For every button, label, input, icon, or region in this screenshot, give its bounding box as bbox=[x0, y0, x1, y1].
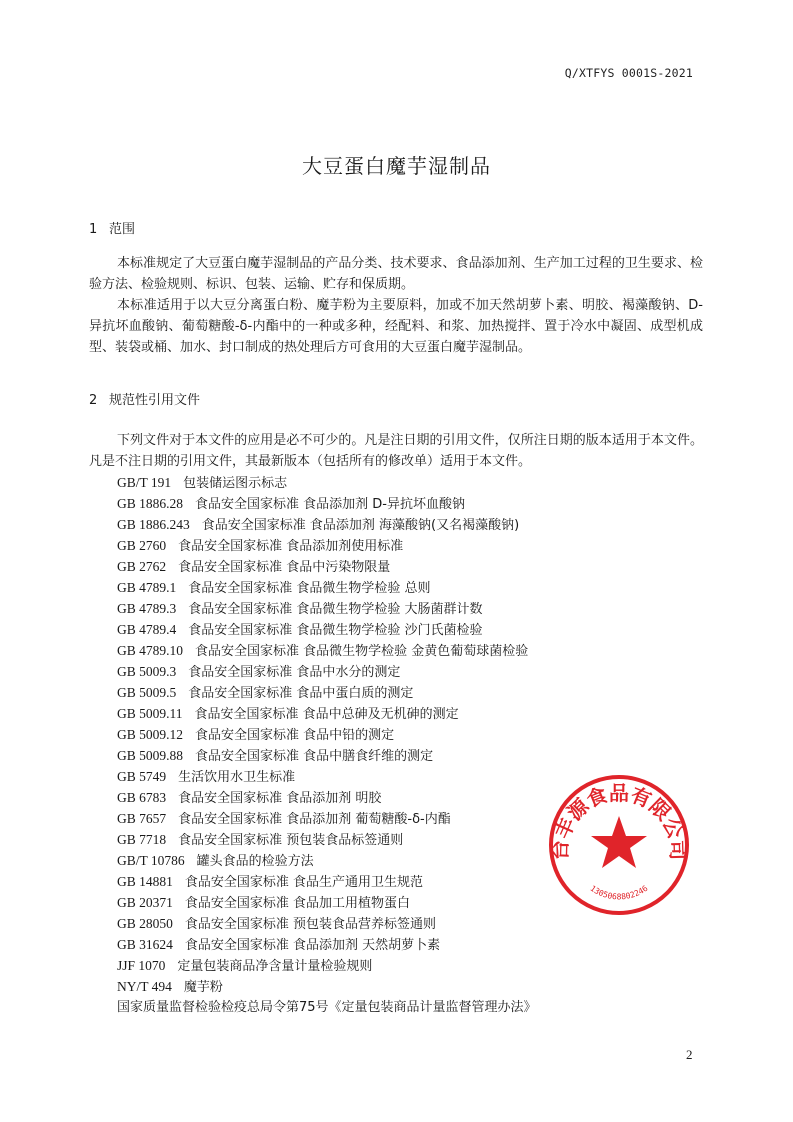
section-1-heading bbox=[89, 218, 135, 237]
reference-title: 食品安全国家标准 食品添加剂 D-异抗坏血酸钠 bbox=[195, 497, 465, 512]
reference-item bbox=[117, 997, 537, 1018]
section-2-intro: 下列文件对于本文件的应用是必不可少的。凡是注日期的引用文件，仅所注日期的版本适用于本文件。凡是不注日期的引用文件，其最新版本（包括所有的修改单）适用于本文件。 bbox=[89, 433, 703, 469]
reference-title: 食品安全国家标准 食品生产通用卫生规范 bbox=[184, 875, 424, 890]
reference-code: GB 4789.10 bbox=[117, 643, 184, 658]
reference-code: GB 31624 bbox=[117, 937, 173, 952]
reference-title: 食品安全国家标准 食品中膳食纤维的测定 bbox=[195, 749, 434, 764]
reference-code: GB 6783 bbox=[117, 790, 167, 805]
reference-code: GB 5009.12 bbox=[117, 727, 184, 742]
reference-item bbox=[117, 577, 537, 598]
section-1-paragraph-2: 本标准适用于以大豆分离蛋白粉、魔芋粉为主要原料，加或不加天然胡萝卜素、明胶、褐藻酸钠、D-异抗坏血酸钠、葡萄糖酸-δ-内酯中的一种或多种，经配料、和浆、加热搅拌、置于冷水中凝固、成型机成型、装袋或桶、加水、封口制成的热处理后方可食用的大豆蛋白魔芋湿制品。 bbox=[89, 298, 703, 355]
reference-code: GB 2762 bbox=[117, 559, 167, 574]
reference-title: 食品安全国家标准 食品微生物学检验 大肠菌群计数 bbox=[188, 602, 483, 617]
reference-item bbox=[117, 472, 537, 493]
standard-code: Q/XTFYS 0001S-2021 bbox=[564, 66, 693, 80]
reference-title: 国家质量监督检验检疫总局令第75号《定量包装商品计量监督管理办法》 bbox=[117, 1000, 537, 1015]
reference-item bbox=[117, 556, 537, 577]
reference-item bbox=[117, 871, 537, 892]
section-2-number: 2 bbox=[89, 393, 98, 408]
reference-title: 食品安全国家标准 食品中铅的测定 bbox=[195, 728, 395, 743]
reference-title: 食品安全国家标准 食品添加剂 海藻酸钠(又名褐藻酸钠) bbox=[201, 518, 520, 533]
reference-title: 食品安全国家标准 食品添加剂 葡萄糖酸-δ-内酯 bbox=[178, 812, 451, 827]
reference-item bbox=[117, 829, 537, 850]
reference-item bbox=[117, 661, 537, 682]
section-2-title: 规范性引用文件 bbox=[109, 393, 201, 408]
reference-code: GB 1886.28 bbox=[117, 496, 184, 511]
section-2-heading bbox=[89, 389, 200, 408]
seal-star-icon bbox=[591, 816, 647, 868]
company-seal bbox=[544, 770, 694, 920]
reference-code: GB 7657 bbox=[117, 811, 167, 826]
reference-code: GB/T 10786 bbox=[117, 853, 185, 868]
page-number: 2 bbox=[686, 1047, 693, 1062]
reference-title: 食品安全国家标准 食品添加剂 明胶 bbox=[178, 791, 382, 806]
reference-code: GB 14881 bbox=[117, 874, 173, 889]
reference-list bbox=[117, 472, 537, 1018]
reference-item bbox=[117, 787, 537, 808]
reference-title: 罐头食品的检验方法 bbox=[196, 854, 314, 869]
reference-title: 食品安全国家标准 食品中水分的测定 bbox=[188, 665, 401, 680]
reference-item bbox=[117, 934, 537, 955]
reference-code: GB 28050 bbox=[117, 916, 173, 931]
reference-item bbox=[117, 514, 537, 535]
reference-title: 魔芋粉 bbox=[183, 980, 223, 995]
reference-item bbox=[117, 892, 537, 913]
reference-code: JJF 1070 bbox=[117, 958, 166, 973]
reference-title: 食品安全国家标准 食品中蛋白质的测定 bbox=[188, 686, 414, 701]
reference-item bbox=[117, 703, 537, 724]
seal-number: 1305068802246 bbox=[588, 883, 650, 902]
reference-item bbox=[117, 619, 537, 640]
reference-item bbox=[117, 976, 537, 997]
section-1-paragraph-1: 本标准规定了大豆蛋白魔芋湿制品的产品分类、技术要求、食品添加剂、生产加工过程的卫生要求、检验方法、检验规则、标识、包装、运输、贮存和保质期。 bbox=[89, 256, 703, 292]
reference-code: NY/T 494 bbox=[117, 979, 172, 994]
seal-company-text: 台丰源食品有限公司 bbox=[547, 780, 691, 861]
reference-item bbox=[117, 598, 537, 619]
reference-code: GB 4789.4 bbox=[117, 622, 177, 637]
reference-code: GB 5009.88 bbox=[117, 748, 184, 763]
reference-item bbox=[117, 850, 537, 871]
reference-item bbox=[117, 808, 537, 829]
reference-title: 食品安全国家标准 食品中总砷及无机砷的测定 bbox=[194, 707, 459, 722]
reference-item bbox=[117, 724, 537, 745]
reference-item bbox=[117, 766, 537, 787]
reference-title: 食品安全国家标准 食品添加剂使用标准 bbox=[178, 539, 404, 554]
section-1-number: 1 bbox=[89, 222, 98, 237]
reference-item bbox=[117, 745, 537, 766]
reference-code: GB 2760 bbox=[117, 538, 167, 553]
reference-code: GB 20371 bbox=[117, 895, 173, 910]
reference-item bbox=[117, 682, 537, 703]
reference-item bbox=[117, 640, 537, 661]
reference-title: 食品安全国家标准 食品中污染物限量 bbox=[178, 560, 391, 575]
reference-code: GB 5009.5 bbox=[117, 685, 177, 700]
reference-title: 食品安全国家标准 食品微生物学检验 金黄色葡萄球菌检验 bbox=[195, 644, 529, 659]
reference-code: GB 5749 bbox=[117, 769, 167, 784]
reference-title: 定量包装商品净含量计量检验规则 bbox=[177, 959, 373, 974]
reference-code: GB 4789.1 bbox=[117, 580, 177, 595]
reference-code: GB/T 191 bbox=[117, 475, 172, 490]
reference-code: GB 5009.3 bbox=[117, 664, 177, 679]
reference-title: 食品安全国家标准 食品微生物学检验 沙门氏菌检验 bbox=[188, 623, 483, 638]
reference-item bbox=[117, 955, 537, 976]
reference-title: 食品安全国家标准 食品添加剂 天然胡萝卜素 bbox=[184, 938, 441, 953]
reference-title: 食品安全国家标准 预包装食品营养标签通则 bbox=[184, 917, 437, 932]
reference-title: 食品安全国家标准 食品加工用植物蛋白 bbox=[184, 896, 411, 911]
reference-code: GB 1886.243 bbox=[117, 517, 190, 532]
reference-title: 包装储运图示标志 bbox=[183, 476, 288, 491]
reference-code: GB 7718 bbox=[117, 832, 167, 847]
document-title: 大豆蛋白魔芋湿制品 bbox=[302, 154, 491, 178]
reference-title: 食品安全国家标准 食品微生物学检验 总则 bbox=[188, 581, 431, 596]
reference-item bbox=[117, 913, 537, 934]
reference-code: GB 5009.11 bbox=[117, 706, 183, 721]
reference-title: 食品安全国家标准 预包装食品标签通则 bbox=[178, 833, 404, 848]
reference-item bbox=[117, 493, 537, 514]
reference-title: 生活饮用水卫生标准 bbox=[178, 770, 296, 785]
reference-item bbox=[117, 535, 537, 556]
reference-code: GB 4789.3 bbox=[117, 601, 177, 616]
section-1-title: 范围 bbox=[109, 222, 136, 237]
